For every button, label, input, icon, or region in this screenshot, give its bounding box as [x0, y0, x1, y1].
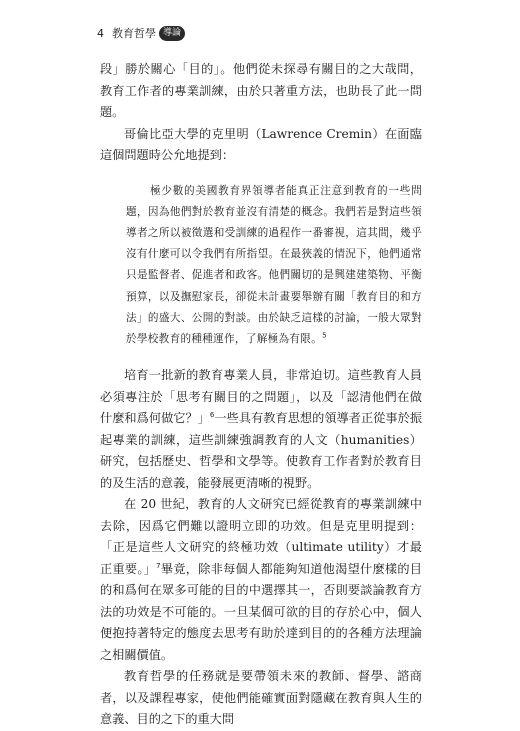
paragraph-20th-century — [100, 494, 422, 666]
quote-body: 極少數的美國教育界領導者能真正注意到教育的一些問題，因為他們對於教育並沒有清楚的概念。我們若是對這些領導者之所以被徵選和受訓練的過程作一番審視，這其間，幾乎沒有什麼可以令我們有所指望。在最狹義的情況下，他們通常只是監督者、促進者和政客。他們關切的是興建建築物、平衡預算，以及撫慰家長，卻從未計畫要舉辦有關「教育目的和方法」的盛大、公開的對談。由於缺乏這樣的討論，一般大眾對於學校教育的種種運作，了解極為有限。 — [126, 184, 422, 345]
footnote-ref-5: 5 — [322, 331, 327, 340]
paragraph-new-professionals — [100, 365, 422, 494]
paragraph-new-professionals-b: 一些具有教育思想的領導者正從事於振起專業的訓練，這些訓練強調教育的人文（humanities）研究，包括歷史、哲學和文學等。使教育工作者對於教育目的及生活的意義，能發展更清晰的視野。 — [100, 411, 423, 490]
running-header — [97, 24, 185, 42]
paragraph-20th-century-a: 在 20 世紀，教育的人文研究已經從教育的專業訓練中去除，因爲它們難以證明立即的功效。但是克里明提到：「正是這些人文研究的終極功效（ultimate utility）才最正重要。」 — [100, 497, 422, 576]
book-title: 教育哲學 — [112, 27, 156, 40]
block-quote — [100, 181, 422, 351]
paragraph-cremin-intro: 哥倫比亞大學的克里明（Lawrence Cremin）在面臨這個問題時公允地提到： — [100, 126, 422, 162]
paragraph-philosophy-task: 教育哲學的任務就是要帶領未來的教師、督學、諮商者，以及課程專家，使他們能確實面對隱藏在教育與人生的意義、目的之下的重大問 — [100, 669, 422, 727]
quote-text — [126, 181, 422, 351]
section-badge: 導論 — [159, 26, 185, 41]
page-number: 4 — [97, 26, 104, 40]
page-body — [100, 59, 422, 731]
paragraph-continued: 段」勝於關心「目的」。他們從未探尋有關目的之大哉問，教育工作者的專業訓練，由於只著重方法，也助長了此一問題。 — [100, 62, 422, 119]
footnote-ref-6: 6 — [209, 411, 215, 420]
paragraph-20th-century-b: 畢竟，除非每個人都能夠知道他渴望什麼樣的目的和爲何在眾多可能的目的中選擇其一，否則要談論教育方法的功效是不可能的。一旦某個可欲的目的存於心中，個人便抱持著特定的態度去思考有助於達到目的的各種方法理論之相關價值。 — [100, 561, 422, 662]
paragraph-new-professionals-a: 培育一批新的教育專業人員，非常迫切。這些教育人員必須專注於「思考有關目的之問題」，以及「認清他們在做什麼和爲何做它？」 — [100, 368, 422, 426]
footnote-ref-7: 7 — [156, 561, 161, 570]
